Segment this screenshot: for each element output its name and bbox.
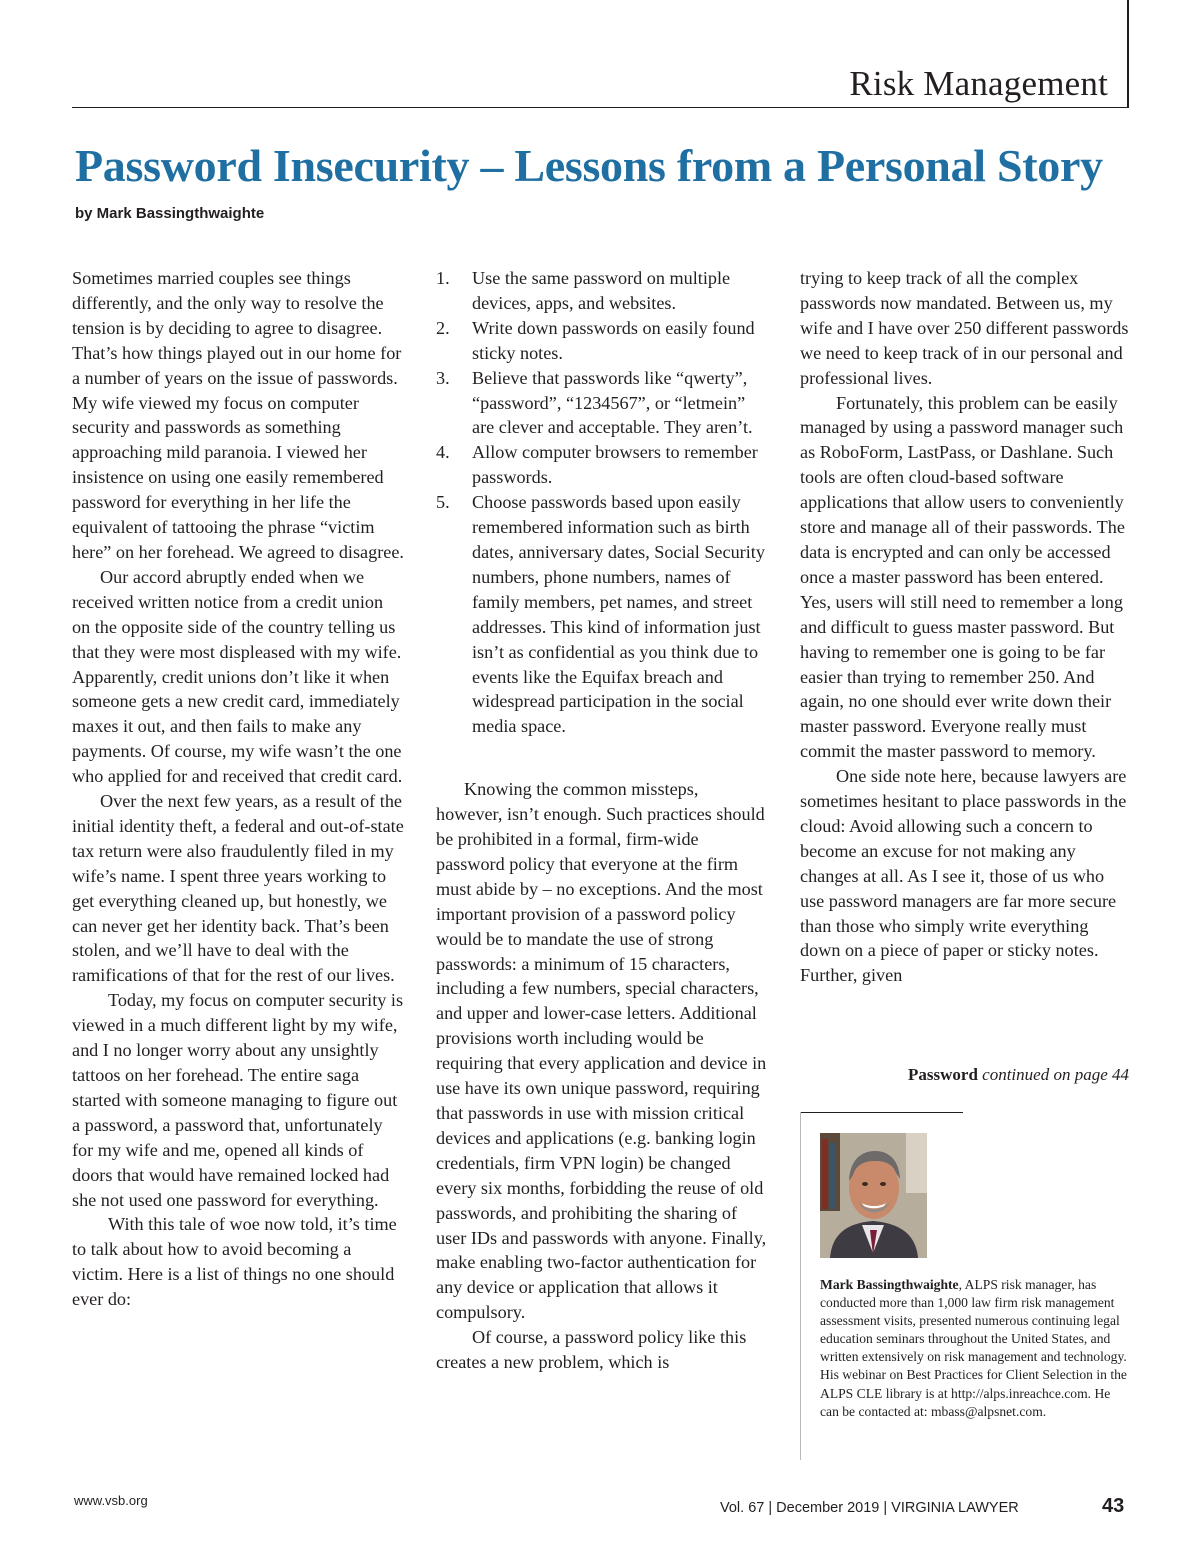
column-3 [800, 266, 1132, 988]
paragraph: With this tale of woe now told, it’s time to talk about how to avoid becoming a victim. Here is a list of things no one should ever do: [72, 1214, 397, 1310]
list-number: 3. [436, 367, 450, 388]
list-item [436, 316, 768, 366]
paragraph: Of course, a password policy like this creates a new problem, which is [436, 1327, 747, 1373]
paragraph: trying to keep track of all the complex passwords now mandated. Between us, my wife and I have over 250 different passwords we need to keep track of in our personal and professional lives. [800, 268, 1129, 388]
footer-issue: Vol. 67 | December 2019 | VIRGINIA LAWYER [720, 1500, 1019, 1516]
continued-notice [800, 1063, 1129, 1087]
list-item [436, 266, 768, 316]
list-item-text: Allow computer browsers to remember passwords. [472, 442, 758, 488]
missteps-list [436, 266, 768, 739]
paragraph: Our accord abruptly ended when we received written notice from a credit union on the opposite side of the country telling us that they were most displeased with my wife. Apparently, credit unions don’t like it when someone gets a new credit card, immediately maxes it out, and then fails to make any payments. Of course, my wife wasn’t the one who applied for and received that credit card. [72, 566, 403, 787]
continued-keyword: Password [908, 1065, 978, 1084]
column-2 [436, 266, 768, 1375]
list-item-text: Believe that passwords like “qwerty”, “password”, “1234567”, or “letmein” are clever and acceptable. They aren’t. [472, 367, 753, 438]
bio-text: , ALPS risk manager, has conducted more than 1,000 law firm risk management assessment visits, presented numerous continuing legal education seminars throughout the United States, and written extensively on risk management and technology. His webinar on Best Practices for Client Selection in the ALPS CLE library is at http://alps.inreachce.com. He can be contacted at: mbass@alpsnet.com. [820, 1277, 1127, 1419]
article-title: Password Insecurity – Lessons from a Personal Story [75, 140, 1103, 191]
column-1 [72, 266, 404, 1312]
footer-url[interactable]: www.vsb.org [74, 1493, 148, 1508]
paragraph: Sometimes married couples see things differently, and the only way to resolve the tension is by deciding to agree to disagree. That’s how things played out in our home for a number of years on the issue of passwords. My wife viewed my focus on computer security and passwords as something approaching mild paranoia. I viewed her insistence on using one easily remembered password for everything in her life the equivalent of tattooing the phrase “victim here” on her forehead. We agreed to disagree. [72, 268, 404, 562]
list-item [436, 366, 768, 441]
byline: by Mark Bassingthwaighte [75, 205, 265, 222]
list-item [436, 490, 768, 739]
section-label: Risk Management [849, 64, 1108, 103]
list-item-text: Write down passwords on easily found sticky notes. [472, 317, 755, 363]
list-number: 2. [436, 317, 450, 338]
author-bio [820, 1276, 1132, 1421]
paragraph: Knowing the common missteps, however, isn’t enough. Such practices should be prohibited in a formal, firm-wide password policy that everyone at the firm must abide by – no exceptions. And the most important provision of a password policy would be to mandate the use of strong passwords: a minimum of 15 characters, including a few numbers, special characters, and upper and lower-case letters. Additional provisions worth including would be requiring that every application and device in use have its own unique password, requiring that passwords in use with mission critical devices and applications (e.g. banking login credentials, firm VPN login) be changed every six months, forbidding the reuse of old passwords, and prohibiting the sharing of user IDs and passwords with anyone. Finally, make enabling two-factor authentication for any device or application that allows it compulsory. [436, 779, 767, 1323]
list-item-text: Use the same password on multiple devices, apps, and websites. [472, 268, 731, 313]
author-photo [820, 1133, 927, 1258]
continued-page-link[interactable]: continued on page 44 [982, 1065, 1129, 1084]
list-spacer [436, 739, 768, 777]
header-frame-rule [72, 107, 1129, 108]
page-number: 43 [1102, 1495, 1125, 1517]
bio-divider [800, 1112, 963, 1113]
paragraph: One side note here, because lawyers are sometimes hesitant to place passwords in the cloud: Avoid allowing such a concern to become an excuse for not making any changes at all. As I see it, those of us who use password managers are far more secure than those who simply write everything down on a piece of paper or sticky notes. Further, given [800, 766, 1127, 986]
list-item [436, 440, 768, 490]
list-number: 5. [436, 492, 450, 513]
list-number: 1. [436, 268, 450, 288]
header-frame-vertical [1127, 0, 1129, 108]
paragraph: Today, my focus on computer security is viewed in a much different light by my wife, and I no longer worry about any unsightly tattoos on her forehead. The entire saga started with someone managing to figure out a password, a password that, unfortunately for my wife and me, opened all kinds of doors that would have remained locked had she not used one password for everything. [72, 990, 404, 1210]
paragraph: Fortunately, this problem can be easily managed by using a password manager such as RoboForm, LastPass, or Dashlane. Such tools are often cloud-based software applications that allow users to conveniently store and manage all of their passwords. The data is encrypted and can only be accessed once a master password has been entered. Yes, users will still need to remember a long and difficult to guess master password. But having to remember one is going to be far easier than trying to remember 250. And again, no one should ever write down their master password. Everyone really must commit the master password to memory. [800, 392, 1125, 762]
bio-author-name: Mark Bassingthwaighte [820, 1277, 959, 1292]
list-item-text: Choose passwords based upon easily remembered information such as birth dates, anniversary dates, Social Security numbers, phone numbers, names of family members, pet names, and street addresses. This kind of information just isn’t as confidential as you think due to events like the Equifax breach and widespread participation in the social media space. [472, 492, 765, 737]
bio-side-rule [800, 1112, 801, 1460]
paragraph: Over the next few years, as a result of the initial identity theft, a federal and out-of-state tax return were also fraudulently filed in my wife’s name. I spent three years working to get everything cleaned up, but honestly, we can never get her identity back. That’s been stolen, and we’ll have to deal with the ramifications of that for the rest of our lives. [72, 791, 404, 986]
list-number: 4. [436, 442, 450, 463]
